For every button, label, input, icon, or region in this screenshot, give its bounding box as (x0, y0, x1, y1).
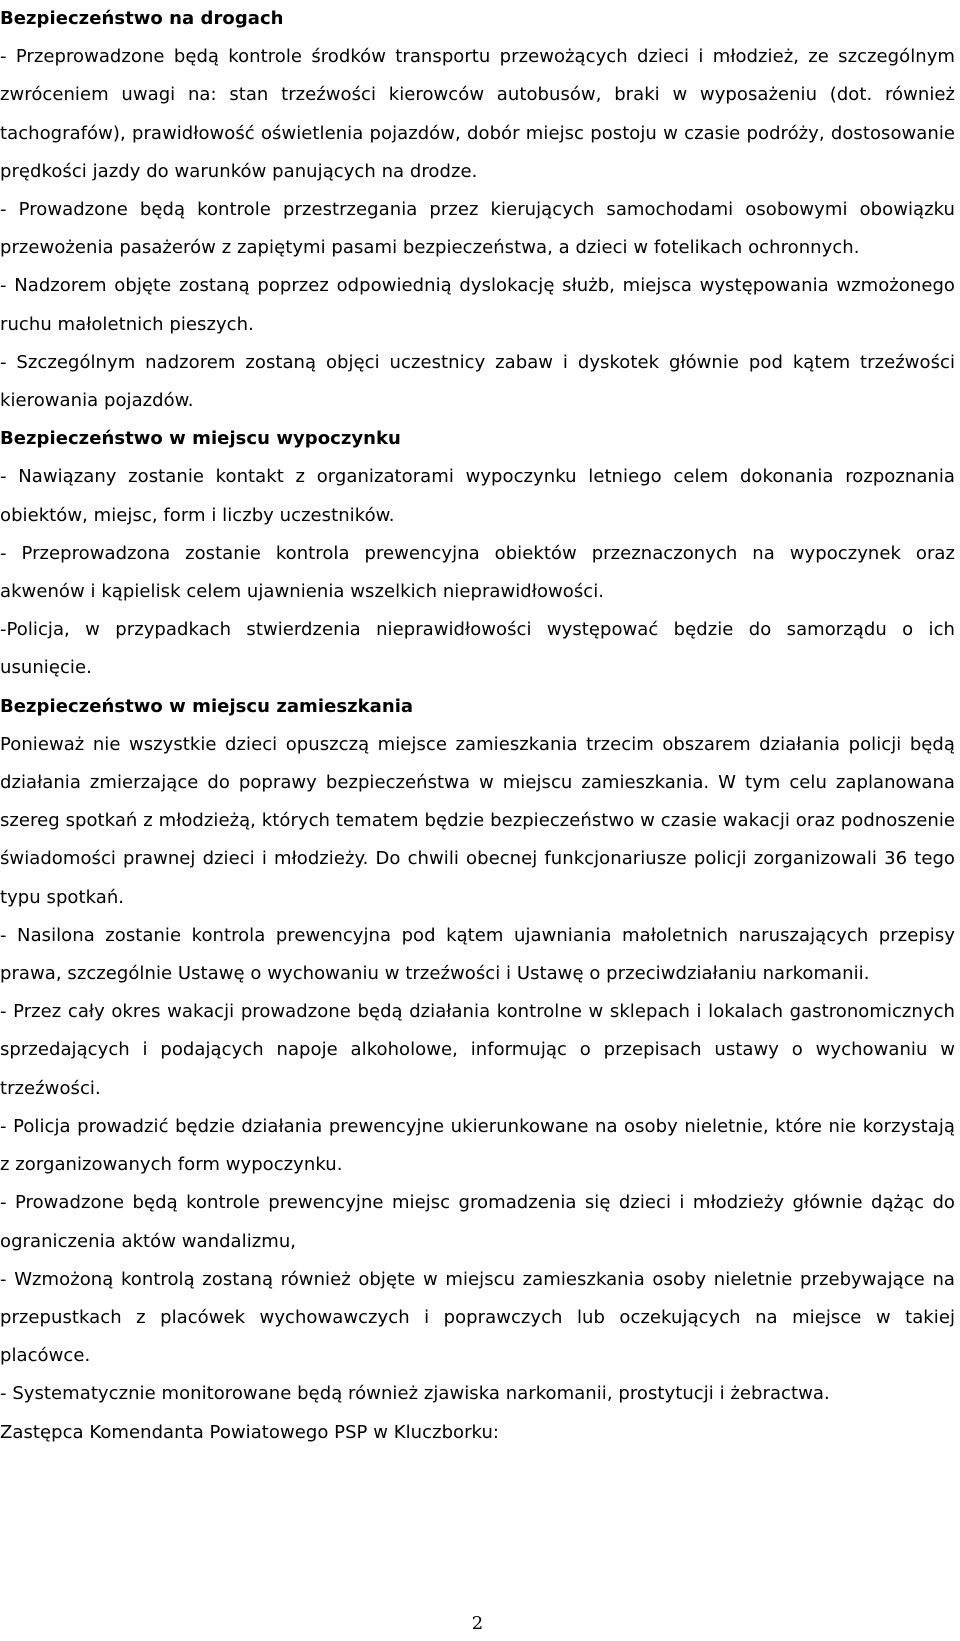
paragraph-transport-controls: - Przeprowadzone będą kontrole środków transportu przewożących dzieci i młodzież, ze szczególnym zwróceniem uwagi na: stan trzeźwości kierowców autobusów, braki w wyposażeniu (dot. również tachografów), prawidłowość oświetlenia pojazdów, dobór miejsc postoju w czasie podróży, dostosowanie prędkości jazdy do warunków panujących na drodze. (0, 46, 955, 182)
paragraph-local-government: -Policja, w przypadkach stwierdzenia nieprawidłowości występować będzie do samorządu o ich usunięcie. (0, 619, 955, 679)
paragraph-pedestrian-supervision: - Nadzorem objęte zostaną poprzez odpowiednią dyslokację służb, miejsca występowania wzmożonego ruchu małoletnich pieszych. (0, 275, 955, 335)
section-heading-road-safety: Bezpieczeństwo na drogach (0, 8, 284, 29)
paragraph-monitoring: - Systematycznie monitorowane będą również zjawiska narkomanii, prostytucji i żebractwa. (0, 1383, 830, 1405)
paragraph-pass-holders-control: - Wzmożoną kontrolą zostaną również objęte w miejscu zamieszkania osoby nieletnie przebywające na przepustkach z placówek wychowawczych i poprawczych lub oczekujących na miejsce w takiej placówce. (0, 1268, 955, 1367)
paragraph-vandalism-prevention: - Prowadzone będą kontrole prewencyjne miejsc gromadzenia się dzieci i młodzieży głównie dążąc do ograniczenia aktów wandalizmu, (0, 1192, 955, 1252)
paragraph-organizer-contact: - Nawiązany zostanie kontakt z organizatorami wypoczynku letniego celem dokonania rozpoznania obiektów, miejsc, form i liczby uczestników. (0, 466, 955, 526)
paragraph-seatbelt-controls: - Prowadzone będą kontrole przestrzegania przez kierujących samochodami osobowymi obowiązku przewożenia pasażerów z zapiętymi pasami bezpieczeństwa, a dzieci w fotelikach ochronnych. (0, 199, 955, 259)
section-heading-home-safety: Bezpieczeństwo w miejscu zamieszkania (0, 695, 414, 717)
paragraph-unorganized-youth: - Policja prowadzić będzie działania prewencyjne ukierunkowane na osoby nieletnie, które nie korzystają z zorganizowanych form wypoczynku. (0, 1115, 955, 1176)
paragraph-preventive-inspection: - Przeprowadzona zostanie kontrola prewencyjna obiektów przeznaczonych na wypoczynek oraz akwenów i kąpielisk celem ujawnienia wszelkich nieprawidłowości. (0, 542, 955, 603)
section-heading-holiday-safety: Bezpieczeństwo w miejscu wypoczynku (0, 428, 401, 450)
paragraph-party-supervision: - Szczególnym nadzorem zostaną objęci uczestnicy zabaw i dyskotek głównie pod kątem trzeźwości kierowania pojazdów. (0, 351, 955, 412)
paragraph-alcohol-sales-control: - Przez cały okres wakacji prowadzone będą działania kontrolne w sklepach i lokalach gastronomicznych sprzedających i podających napoje alkoholowe, informując o przepisach ustawy o wychowaniu w trzeźwości. (0, 1001, 955, 1099)
paragraph-signature-line: Zastępca Komendanta Powiatowego PSP w Kluczborku: (0, 1421, 500, 1443)
paragraph-youth-meetings: Ponieważ nie wszystkie dzieci opuszczą miejsce zamieszkania trzecim obszarem działania policji będą działania zmierzające do poprawy bezpieczeństwa w miejscu zamieszkania. W tym celu zaplanowana szereg spotkań z młodzieżą, których tematem będzie bezpieczeństwo w czasie wakacji oraz podnoszenie świadomości prawnej dzieci i młodzieży. Do chwili obecnej funkcjonariusze policji zorganizowali 36 tego typu spotkań. (0, 733, 955, 908)
page-number: 2 (471, 1613, 484, 1634)
paragraph-minors-control: - Nasilona zostanie kontrola prewencyjna pod kątem ujawniania małoletnich naruszających przepisy prawa, szczególnie Ustawę o wychowaniu w trzeźwości i Ustawę o przeciwdziałaniu narkomanii. (0, 924, 955, 985)
